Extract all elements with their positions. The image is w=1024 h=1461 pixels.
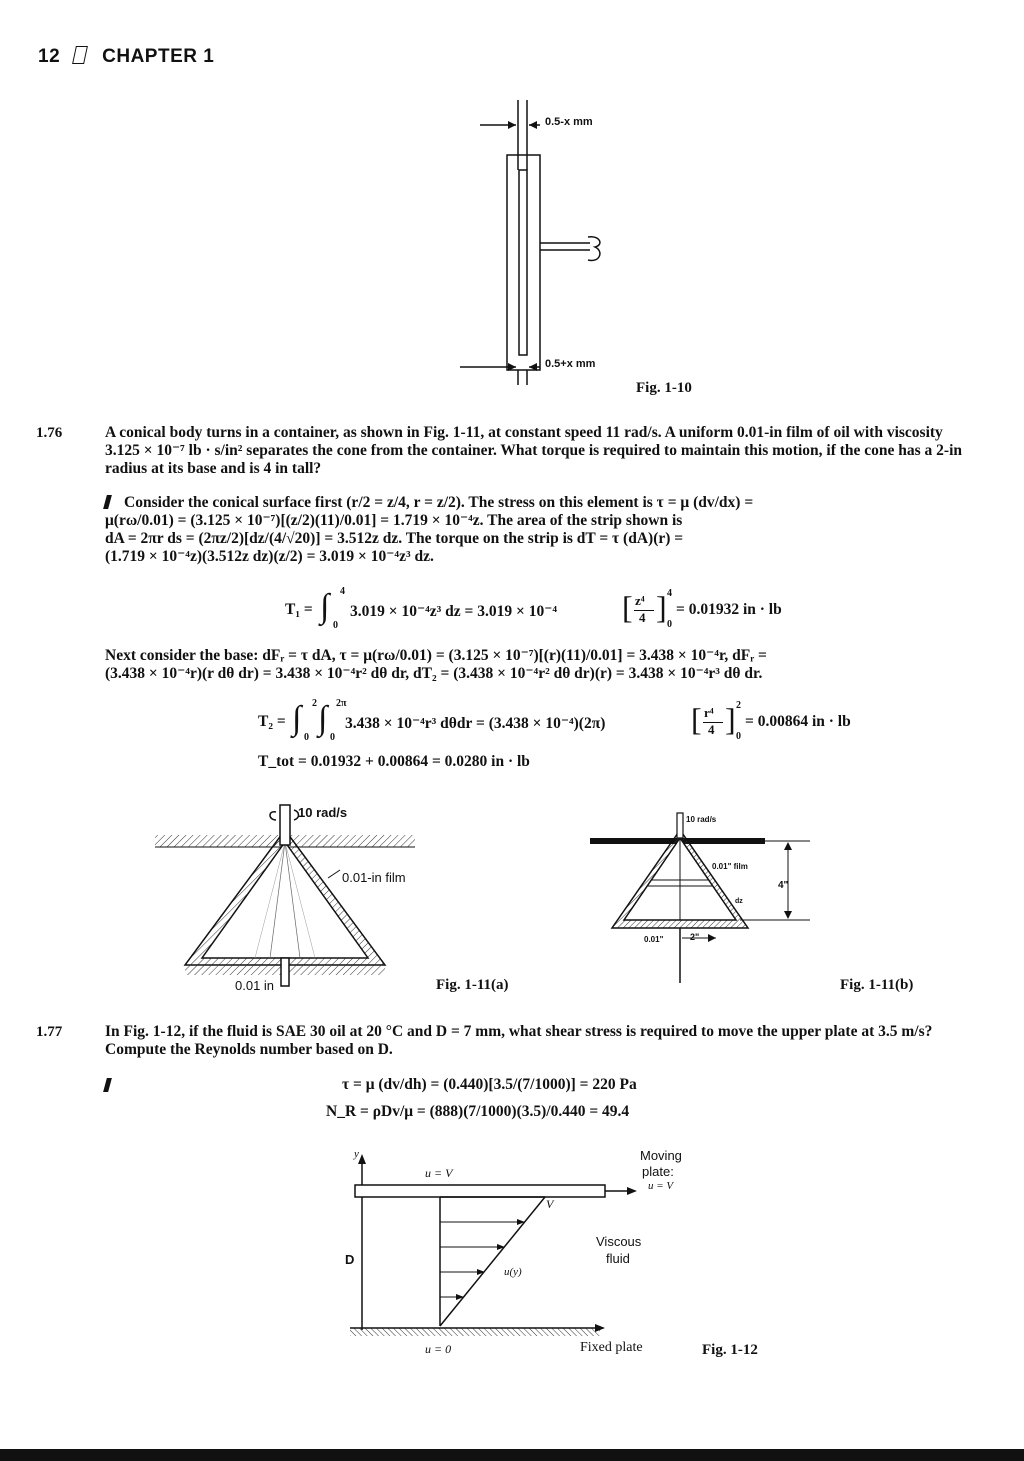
fig-1-12-drawing — [345, 1150, 645, 1350]
eq-t1-integrand: 3.019 × 10⁻⁴z³ dz = 3.019 × 10⁻⁴ — [350, 603, 558, 620]
chapter-title: CHAPTER 1 — [102, 46, 215, 67]
fig-1-12-moving-2: plate: — [642, 1164, 674, 1179]
eq-t1-eval-upper: 4 — [667, 588, 672, 599]
fig-1-11b-caption: Fig. 1-11(b) — [840, 977, 914, 993]
fig-1-12-d-label: D — [345, 1252, 355, 1267]
header-box-icon — [72, 46, 88, 64]
solution-mark-icon — [105, 1077, 124, 1095]
fig-1-12-fixed-plate: Fixed plate — [580, 1340, 643, 1355]
eq-1-77-reynolds: N_R = ρDv/μ = (888)(7/1000)(3.5)/0.440 = 49.4 — [326, 1103, 630, 1120]
solution-1-76-lines — [105, 494, 965, 566]
fig-1-11b-dz: dz — [735, 898, 743, 905]
fig-1-12-moving-3: u = V — [648, 1180, 674, 1192]
eq-t2-eval-upper: 2 — [736, 700, 741, 711]
problem-1-76-text: A conical body turns in a container, as shown in Fig. 1-11, at constant speed 11 rad/s. A uniform 0.01-in film of oil with viscosity 3.125 × 10⁻⁷ lb · s/in² separates the cone from the container. What torque is required to maintain this motion, if the cone has a 2-in radius at its base and is 4 in tall? — [105, 424, 963, 477]
fig-1-11b-speed: 10 rad/s — [686, 815, 717, 824]
eq-t2-integrand: 3.438 × 10⁻⁴r³ dθdr = (3.438 × 10⁻⁴)(2π) — [345, 715, 606, 732]
fig-1-11a-gap: 0.01 in — [235, 978, 275, 993]
eq-t2-eval-lower: 0 — [736, 731, 741, 742]
eq-t2-frac-num: r⁴ — [704, 705, 714, 720]
eq-t1-upper-limit: 4 — [340, 586, 345, 597]
eq-t2-frac-den: 4 — [708, 722, 715, 737]
fig-1-11a-film: 0.01-in film — [342, 870, 406, 885]
bracket-close-icon: ] — [656, 589, 667, 625]
eq-t1-frac-num: z⁴ — [635, 593, 645, 608]
fig-1-11b-film: 0.01" film — [712, 862, 748, 871]
fig-1-12-viscous-1: Viscous — [596, 1234, 642, 1249]
eq-t2-result: = 0.00864 in · lb — [745, 713, 851, 730]
fig-1-12-moving-1: Moving — [640, 1148, 682, 1163]
fig-1-11b-height: 4" — [778, 880, 789, 891]
integral-sign-icon: ∫ — [320, 588, 330, 625]
problem-number-1-77: 1.77 — [36, 1024, 63, 1040]
fig-1-11b-gap: 0.01" — [644, 935, 664, 944]
solution-mark-icon — [103, 495, 112, 509]
solution-line-3: dA = 2πr ds = (2πz/2)[dz/(4/√20)] = 3.512z dz. The torque on the strip is dT = τ (dA)(r) = — [105, 530, 684, 547]
base-line-2: (3.438 × 10⁻⁴r)(r dθ dr) = 3.438 × 10⁻⁴r² dθ dr, dT₂ = (3.438 × 10⁻⁴r² dθ dr)(r) = 3.438 × 10⁻⁴r³ dθ dr. — [105, 665, 763, 682]
fig-1-12-v-label: V — [546, 1197, 554, 1211]
fig-1-10-drawing — [440, 95, 700, 385]
fig-1-10-label-top: 0.5-x mm — [545, 116, 593, 128]
eq-t2-lower-2: 0 — [330, 732, 335, 743]
eq-t1-lhs: T₁ = — [285, 601, 313, 618]
eq-1-77-shear: τ = μ (dv/dh) = (0.440)[3.5/(7/1000)] = 220 Pa — [342, 1076, 637, 1093]
eq-t2-upper-1: 2 — [312, 698, 317, 709]
eq-t1-eval-lower: 0 — [667, 619, 672, 630]
page-bottom-edge — [0, 1449, 1024, 1461]
fig-1-10-caption: Fig. 1-10 — [636, 380, 692, 396]
eq-t2-upper-2: 2π — [336, 698, 347, 709]
solution-line-2: μ(rω/0.01) = (3.125 × 10⁻⁷)[(z/2)(11)/0.01] = 1.719 × 10⁻⁴z. The area of the strip shown is — [105, 512, 683, 529]
page-header — [38, 46, 214, 68]
fig-1-11a-drawing — [150, 800, 430, 990]
fig-1-11b-drawing — [590, 808, 820, 988]
fig-1-12-caption: Fig. 1-12 — [702, 1342, 758, 1358]
solution-line-1: Consider the conical surface first (r/2 = z/4, r = z/2). The stress on this element is τ = μ (dv/dx) = — [105, 494, 965, 512]
bracket-close-icon: ] — [725, 701, 736, 737]
fig-1-11a-caption: Fig. 1-11(a) — [436, 977, 509, 993]
fig-1-12-u-top: u = V — [425, 1166, 453, 1180]
base-line-1: Next consider the base: dFᵣ = τ dA, τ = μ(rω/0.01) = (3.125 × 10⁻⁷)[(r)(11)/0.01] = 3.438 × 10⁻⁴r, dFᵣ = — [105, 647, 767, 664]
fig-1-11a-speed: 10 rad/s — [298, 805, 348, 820]
fig-1-12-u-y: u(y) — [504, 1266, 522, 1278]
eq-t1-frac-den: 4 — [639, 610, 646, 625]
eq-t2-lower-1: 0 — [304, 732, 309, 743]
eq-ttot: T_tot = 0.01932 + 0.00864 = 0.0280 in · lb — [258, 753, 530, 770]
eq-t1-result: = 0.01932 in · lb — [676, 601, 782, 618]
integral-sign-icon: ∫ — [318, 700, 328, 737]
page-number: 12 — [38, 46, 61, 67]
bracket-open-icon: [ — [622, 589, 633, 625]
integral-sign-icon: ∫ — [292, 700, 302, 737]
fig-1-10-label-bottom: 0.5+x mm — [545, 358, 596, 370]
problem-number-1-76: 1.76 — [36, 425, 63, 441]
fig-1-12-y-axis: y — [354, 1148, 359, 1160]
bracket-open-icon: [ — [691, 701, 702, 737]
problem-1-77-text: In Fig. 1-12, if the fluid is SAE 30 oil at 20 °C and D = 7 mm, what shear stress is required to move the upper plate at 3.5 m/s? Compute the Reynolds number based on D. — [105, 1023, 933, 1058]
eq-t2-lhs: T₂ = — [258, 713, 286, 730]
solution-1-76-base — [105, 647, 965, 683]
fig-1-12-u-bottom: u = 0 — [425, 1342, 452, 1356]
fig-1-11b-radius: 2" — [690, 932, 700, 942]
eq-t1-lower-limit: 0 — [333, 620, 338, 631]
fig-1-12-viscous-2: fluid — [606, 1251, 630, 1266]
solution-line-4: (1.719 × 10⁻⁴z)(3.512z dz)(z/2) = 3.019 × 10⁻⁴z³ dz. — [105, 548, 434, 565]
